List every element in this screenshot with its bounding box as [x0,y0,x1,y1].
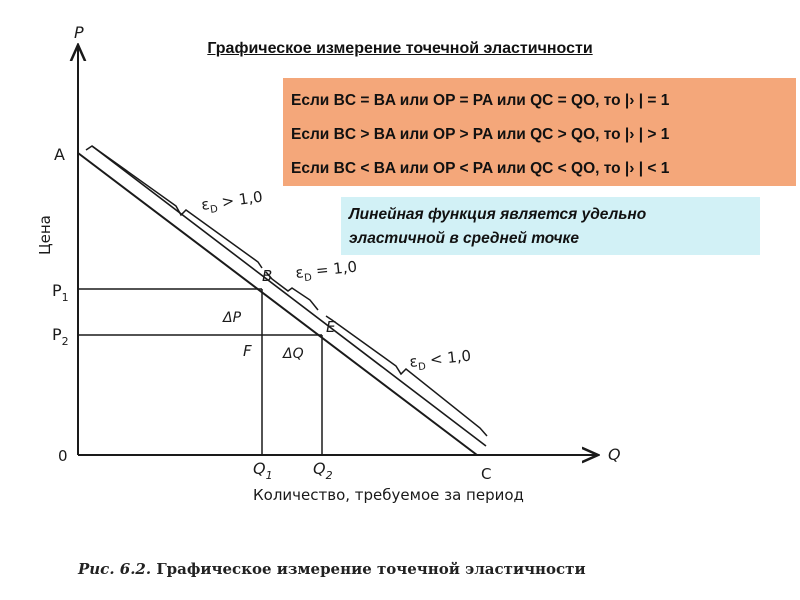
unit-elastic-label: $\varepsilon_D = 1,0$ [294,257,358,285]
demand-line-offset [92,146,486,446]
point-a-label: A [54,145,65,164]
rules-box [283,78,796,186]
q1-label: $Q_1$ [253,459,273,482]
point-f-label: F [243,342,252,360]
inelastic-label: $\varepsilon_D < 1,0$ [408,346,472,374]
point-c-label: C [481,465,492,483]
axis-x-label: Q [608,445,621,464]
origin-label: 0 [58,447,68,465]
point-e-label: E [326,318,336,336]
note-line-2: эластичной в средней точке [349,230,580,247]
price-label: Цена [36,215,54,255]
point-b-label: B [262,267,273,285]
caption-text: Графическое измерение точечной эластичности [151,560,586,578]
inelastic-bracket [326,316,487,436]
delta-p-label: ΔP [223,310,242,326]
page-title: Графическое измерение точечной эластичности [207,40,593,57]
p1-label: $P_1$ [52,281,69,304]
q2-label: $Q_2$ [313,459,333,482]
rule-equal: Если BC = BA или OP = PA или QC = QO, то |› | = 1 [291,92,670,109]
rule-greater: Если BC > BA или OP > PA или QC > QO, то |› | > 1 [291,126,670,143]
rule-less: Если BC < BA или OP < PA или QC < QO, то |› | < 1 [291,160,670,177]
elastic-label: $\varepsilon_D > 1,0$ [200,187,264,216]
quantity-label: Количество, требуемое за период [253,486,524,504]
axis-y-label: P [74,23,84,42]
figure-caption [78,560,586,578]
note-box [341,197,760,255]
note-line-1: Линейная функция является удельно [349,206,647,223]
delta-q-label: ΔQ [283,346,304,362]
p2-label: $P_2$ [52,325,69,348]
caption-prefix: Рис. 6.2. [78,560,152,578]
